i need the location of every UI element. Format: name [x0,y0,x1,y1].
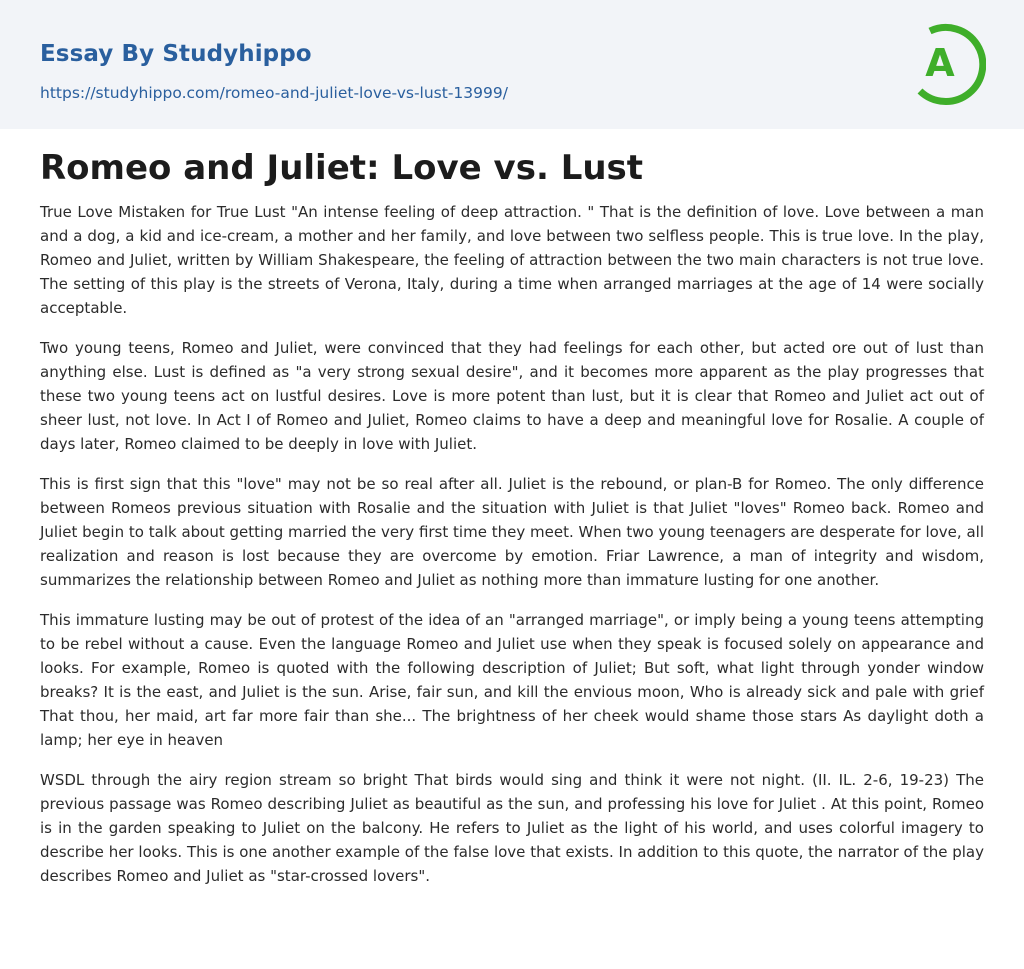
essay-paragraph: Two young teens, Romeo and Juliet, were convinced that they had feelings for each other, but acted ore out of lust than anything else. Lust is defined as "a very strong sexual desire", and it becomes more apparent as the play progresses that these two young teens act on lustful desires. Love is more potent than lust, but it is clear that Romeo and Juliet act out of sheer lust, not love. In Act I of Romeo and Juliet, Romeo claims to have a deep and meaningful love for Rosalie. A couple of days later, Romeo claimed to be deeply in love with Juliet. [40,339,984,453]
page-title: Romeo and Juliet: Love vs. Lust [40,148,644,188]
source-url-link[interactable]: https://studyhippo.com/romeo-and-juliet-love-vs-lust-13999/ [40,84,508,102]
essay-paragraph: WSDL through the airy region stream so bright That birds would sing and think it were not night. (II. IL. 2-6, 19-23) The previous passage was Romeo describing Juliet as beautiful as the sun, and professing his love for Juliet . At this point, Romeo is in the garden speaking to Juliet on the balcony. He refers to Juliet as the light of his world, and uses colorful imagery to describe her looks. This is one another example of the false love that exists. In addition to this quote, the narrator of the play describes Romeo and Juliet as "star-crossed lovers". [40,771,984,885]
studyhippo-logo-icon[interactable] [912,19,986,105]
site-header [0,0,1024,129]
essay-paragraph: This immature lusting may be out of protest of the idea of an "arranged marriage", or imply being a young teens attempting to be rebel without a cause. Even the language Romeo and Juliet use when they speak is focused solely on appearance and looks. For example, Romeo is quoted with the following description of Juliet; But soft, what light through yonder window breaks? It is the east, and Juliet is the sun. Arise, fair sun, and kill the envious moon, Who is already sick and pale with grief That thou, her maid, art far more fair than she... The brightness of her cheek would shame those stars As daylight doth a lamp; her eye in heaven [40,611,984,749]
essay-paragraph: This is first sign that this "love" may not be so real after all. Juliet is the rebound, or plan-B for Romeo. The only difference between Romeos previous situation with Rosalie and the situation with Juliet is that Juliet "loves" Romeo back. Romeo and Juliet begin to talk about getting married the very first time they meet. When two young teenagers are desperate for love, all realization and reason is lost because they are overcome by emotion. Friar Lawrence, a man of integrity and wisdom, summarizes the relationship between Romeo and Juliet as nothing more than immature lusting for one another. [40,475,984,589]
essay-paragraph: True Love Mistaken for True Lust "An intense feeling of deep attraction. " That is the definition of love. Love between a man and a dog, a kid and ice-cream, a mother and her family, and love between two selfless people. This is true love. In the play, Romeo and Juliet, written by William Shakespeare, the feeling of attraction between the two main characters is not true love. The setting of this play is the streets of Verona, Italy, during a time when arranged marriages at the age of 14 were socially acceptable. [40,203,984,317]
site-brand[interactable]: Essay By Studyhippo [40,41,312,67]
essay-body [40,200,984,904]
logo-letter: A [925,41,955,85]
